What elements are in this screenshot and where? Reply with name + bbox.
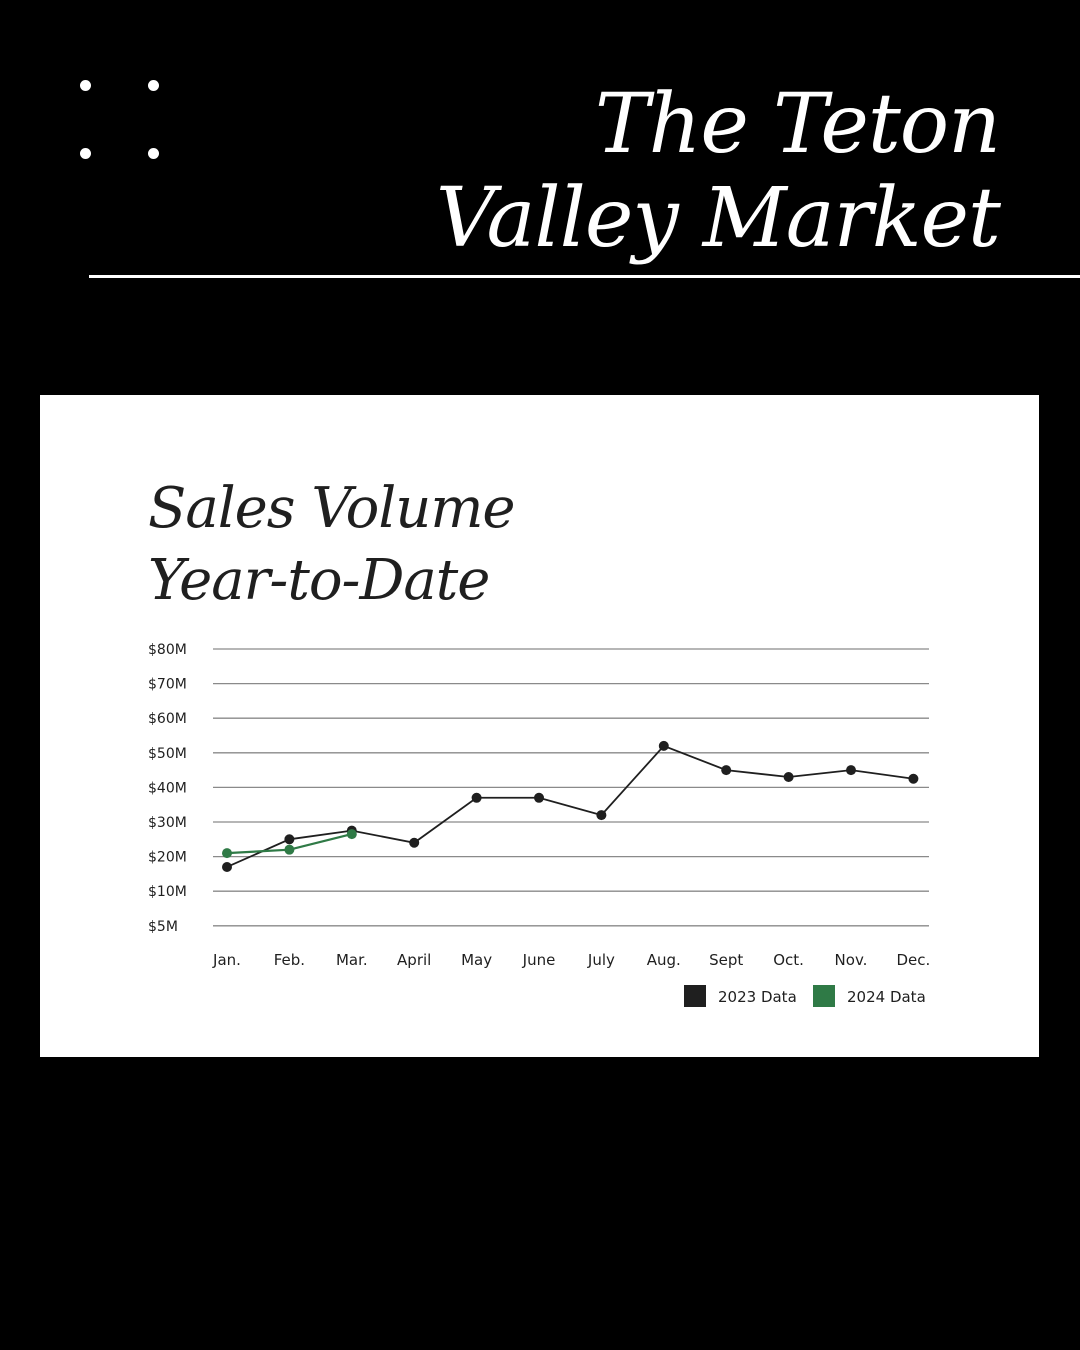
- data-point-1: [908, 774, 918, 784]
- x-tick-label: Nov.: [834, 951, 868, 969]
- x-tick-label: July: [587, 951, 615, 969]
- data-point-1: [284, 834, 294, 844]
- data-point-2: [347, 829, 357, 839]
- data-point-2: [284, 845, 294, 855]
- legend-swatch-2: [813, 985, 835, 1007]
- data-point-1: [659, 741, 669, 751]
- x-tick-label: May: [461, 951, 493, 969]
- x-tick-label: Feb.: [273, 951, 306, 969]
- x-tick-label: June: [522, 951, 556, 969]
- x-tick-label: Oct.: [773, 951, 804, 969]
- chart-card: [40, 395, 1039, 1057]
- y-tick-label: $10M: [148, 884, 187, 901]
- data-point-1: [846, 765, 856, 775]
- data-point-1: [222, 862, 232, 872]
- y-tick-label: $70M: [148, 676, 187, 693]
- decorative-dots: [80, 80, 160, 160]
- dot-icon: [80, 148, 91, 159]
- data-point-1: [784, 772, 794, 782]
- page-title-line-1: The Teton: [594, 77, 1000, 172]
- sales-volume-chart: [40, 395, 1039, 1057]
- page-title-line-2: Valley Market: [435, 171, 1000, 266]
- y-tick-label: $30M: [148, 815, 187, 831]
- chart-title-line-2: Year-to-Date: [148, 548, 490, 613]
- y-tick-label: $5M: [148, 918, 178, 935]
- data-point-1: [472, 793, 482, 803]
- dot-icon: [148, 148, 159, 159]
- x-tick-label: Jan.: [213, 951, 241, 969]
- data-point-1: [534, 793, 544, 803]
- data-point-1: [721, 765, 731, 775]
- series-line-1: [227, 746, 913, 867]
- chart-title-line-1: Sales Volume: [148, 476, 515, 541]
- legend-label-2: 2024 Data: [847, 988, 926, 1006]
- x-tick-label: Sept: [709, 951, 744, 969]
- data-point-2: [222, 848, 232, 858]
- x-tick-label: April: [397, 951, 432, 969]
- y-tick-label: $40M: [148, 780, 187, 797]
- data-point-1: [409, 838, 419, 848]
- data-point-1: [596, 810, 606, 820]
- dot-icon: [80, 80, 91, 91]
- y-tick-label: $20M: [148, 849, 187, 866]
- legend-label-1: 2023 Data: [718, 988, 797, 1006]
- y-tick-label: $50M: [148, 745, 187, 762]
- legend-swatch-1: [684, 985, 706, 1007]
- y-tick-label: $60M: [148, 711, 187, 728]
- x-tick-label: Aug.: [646, 951, 681, 969]
- x-tick-label: Mar.: [335, 951, 368, 969]
- dot-icon: [148, 80, 159, 91]
- page-title: [360, 78, 1000, 266]
- y-tick-label: $80M: [148, 642, 187, 658]
- header-divider: [89, 275, 1080, 278]
- x-tick-label: Dec.: [896, 951, 931, 969]
